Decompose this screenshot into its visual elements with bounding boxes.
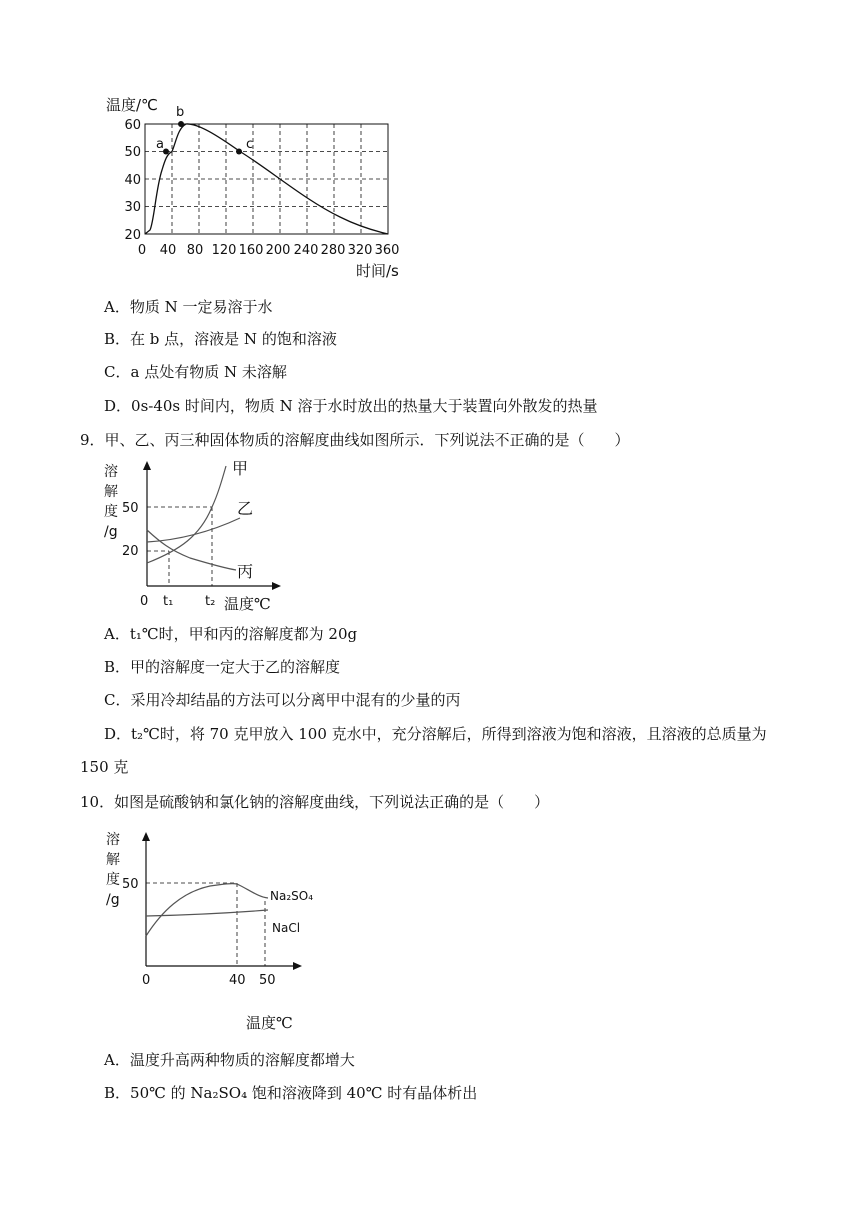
q9-option-a: A．t₁℃时，甲和丙的溶解度都为 20g — [104, 625, 358, 643]
series-label-nacl: NaCl — [272, 921, 301, 935]
fig3-ylabel-2: 解 — [106, 852, 120, 868]
fig1-xtick: 200 — [265, 243, 291, 258]
fig1-xtick: 240 — [293, 243, 319, 258]
fig1-xtick: 80 — [186, 243, 204, 258]
temperature-time-figure — [100, 92, 420, 282]
q10-stem: 10．如图是硫酸钠和氯化钠的溶解度曲线，下列说法正确的是（ ） — [80, 793, 550, 811]
fig3-ylabel-4: /g — [106, 892, 120, 908]
q9-option-b: B．甲的溶解度一定大于乙的溶解度 — [104, 658, 341, 676]
q8-option-d: D．0s-40s 时间内，物质 N 溶于水时放出的热量大于装置向外散发的热量 — [104, 397, 598, 415]
fig1-xtick: 320 — [347, 243, 373, 258]
fig1-xtick: 40 — [159, 243, 177, 258]
fig1-ytick: 60 — [124, 118, 141, 133]
fig2-ytick-20: 20 — [122, 544, 139, 559]
solubility-figure-na2so4-nacl — [100, 826, 320, 1036]
curve-yi — [147, 518, 240, 542]
point-c-label: c — [246, 137, 254, 152]
fig2-ytick-50: 50 — [122, 501, 139, 516]
fig1-xlabel: 时间/s — [356, 262, 399, 280]
fig1-xtick: 360 — [374, 243, 400, 258]
fig1-xtick: 280 — [320, 243, 346, 258]
q8-option-b: B．在 b 点，溶液是 N 的饱和溶液 — [104, 330, 337, 348]
q8-option-c: C．a 点处有物质 N 未溶解 — [104, 363, 287, 381]
fig1-ytick: 20 — [124, 228, 141, 243]
fig1-ylabel: 温度/℃ — [106, 96, 158, 114]
fig3-ylabel-3: 度 — [106, 872, 120, 888]
fig2-ylabel-1: 溶 — [104, 464, 118, 480]
fig2-xtick-t1: t₁ — [163, 594, 174, 609]
fig2-ylabel-2: 解 — [104, 484, 118, 500]
fig3-xtick-40: 40 — [229, 973, 246, 988]
q9-option-d-line1: D．t₂℃时，将 70 克甲放入 100 克水中，充分溶解后，所得到溶液为饱和溶液，且溶液的总质量为 — [104, 725, 767, 743]
fig2-xtick-0: 0 — [140, 594, 149, 609]
fig2-ylabel-3: 度 — [104, 504, 118, 520]
curve-na2so4 — [146, 884, 268, 936]
q9-option-d-line2: 150 克 — [80, 758, 129, 776]
q10-option-a: A．温度升高两种物质的溶解度都增大 — [104, 1051, 355, 1069]
fig3-xtick-0: 0 — [142, 973, 151, 988]
fig3-ytick-50: 50 — [122, 877, 139, 892]
point-c-dot — [236, 149, 242, 155]
q10-option-b: B．50℃ 的 Na₂SO₄ 饱和溶液降到 40℃ 时有晶体析出 — [104, 1084, 478, 1102]
fig1-xtick: 0 — [137, 243, 147, 258]
fig2-ylabel-4: /g — [104, 524, 118, 540]
fig2-xtick-t2: t₂ — [205, 594, 216, 609]
fig1-xtick: 160 — [238, 243, 264, 258]
fig3-xlabel: 温度℃ — [246, 1014, 293, 1032]
fig1-ytick: 30 — [124, 200, 141, 215]
fig1-xtick: 120 — [211, 243, 237, 258]
point-a-label: a — [156, 137, 164, 152]
fig2-xlabel: 温度℃ — [224, 595, 271, 613]
curve-bing — [147, 530, 236, 570]
fig1-ytick: 40 — [124, 173, 141, 188]
point-b-dot — [178, 121, 184, 127]
series-label-na2so4: Na₂SO₄ — [270, 889, 314, 903]
fig3-xtick-50: 50 — [259, 973, 276, 988]
q9-option-c: C．采用冷却结晶的方法可以分离甲中混有的少量的丙 — [104, 691, 461, 709]
solubility-figure-abc — [100, 458, 290, 618]
series-label-jia: 甲 — [232, 459, 249, 478]
curve-jia — [147, 466, 226, 563]
fig1-ytick: 50 — [124, 145, 141, 160]
q9-stem: 9．甲、乙、丙三种固体物质的溶解度曲线如图所示．下列说法不正确的是（ ） — [80, 431, 630, 449]
fig3-ylabel-1: 溶 — [106, 832, 120, 848]
point-b-label: b — [176, 105, 185, 120]
q8-option-a: A．物质 N 一定易溶于水 — [104, 298, 273, 316]
series-label-yi: 乙 — [237, 499, 254, 518]
series-label-bing: 丙 — [237, 562, 254, 581]
